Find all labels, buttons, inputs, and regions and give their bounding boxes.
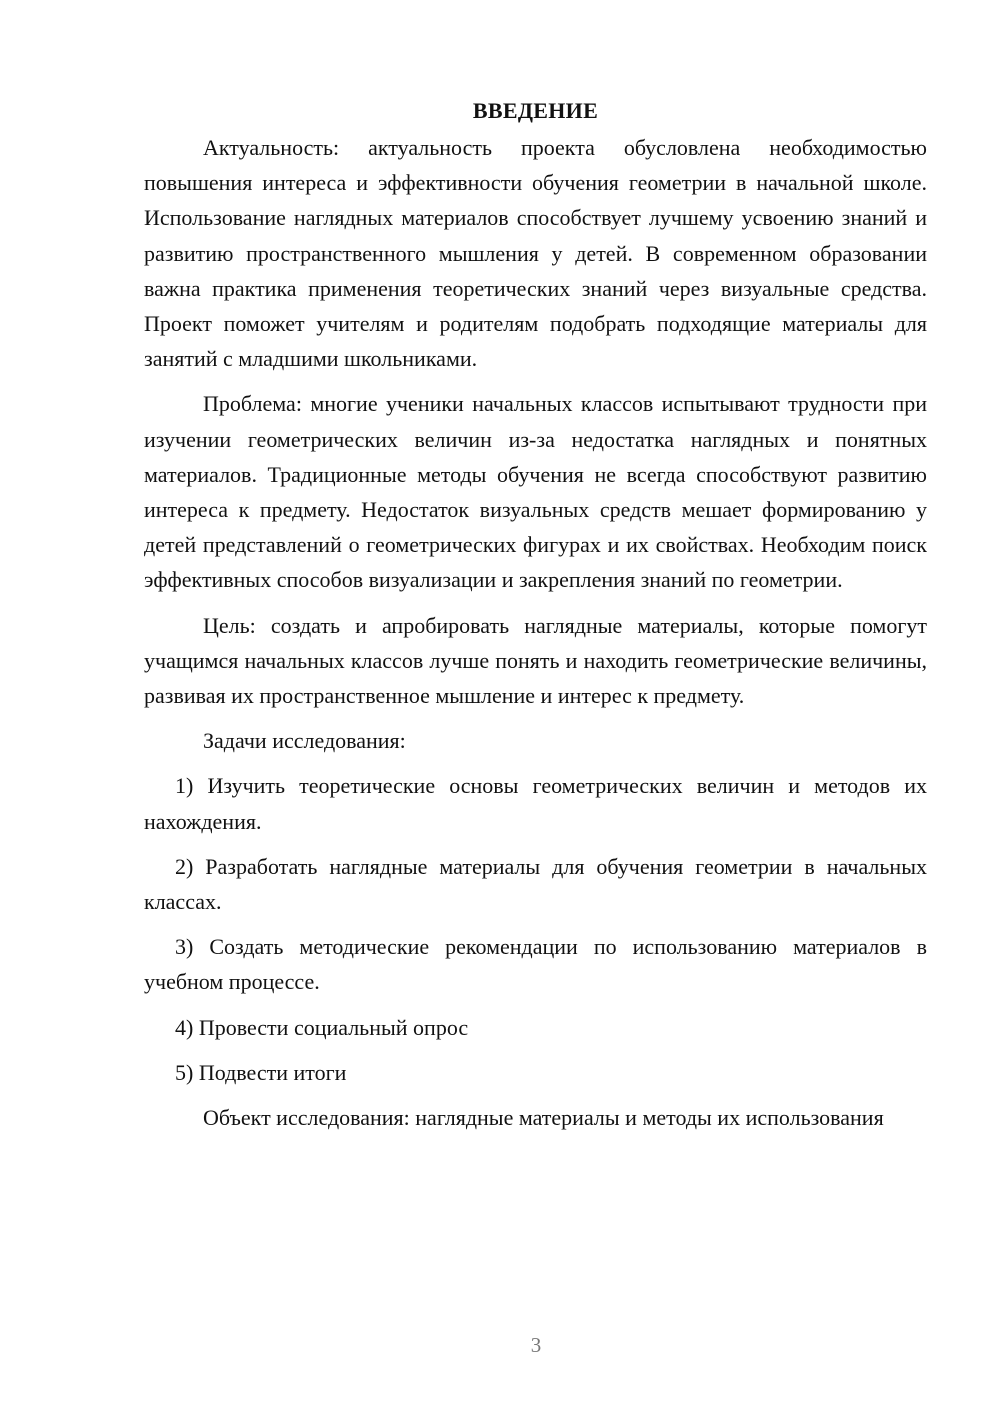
list-item: 2) Разработать наглядные материалы для обучения геометрии в начальных классах. xyxy=(144,853,927,915)
paragraph-problem: Проблема: многие ученики начальных классов испытывают трудности при изучении геометрических величин из-за недостатка наглядных и понятных материалов. Традиционные методы обучения не всегда способствуют развитию интереса к предмету. Недостаток визуальных средств мешает формированию у детей представлений о геометрических фигурах и их свойствах. Необходим поиск эффективных способов визуализации и закрепления знаний по геометрии. xyxy=(144,391,927,593)
list-item: 4) Провести социальный опрос xyxy=(175,1014,469,1040)
section-title: ВВЕДЕНИЕ xyxy=(472,98,599,123)
paragraph-relevance: Актуальность: актуальность проекта обусловлена необходимостью повышения интереса и эффективности обучения геометрии в начальной школе. Использование наглядных материалов способствует лучшему усвоению знаний и развитию пространственного мышления у детей. В современном образовании важна практика применения теоретических знаний через визуальные средства. Проект поможет учителям и родителям подобрать подходящие материалы для занятий с младшими школьниками. xyxy=(144,135,927,372)
page-number: 3 xyxy=(530,1333,542,1357)
list-item: 1) Изучить теоретические основы геометрических величин и методов их нахождения. xyxy=(144,773,927,834)
list-item: 3) Создать методические рекомендации по использованию материалов в учебном процессе. xyxy=(144,934,927,995)
paragraph-object: Объект исследования: наглядные материалы и методы их использования xyxy=(203,1105,884,1131)
tasks-heading: Задачи исследования: xyxy=(203,728,406,754)
tasks-list xyxy=(144,768,927,1090)
paragraph-goal: Цель: создать и апробировать наглядные материалы, которые помогут учащимся начальных классов лучше понять и находить геометрические величины, развивая их пространственное мышление и интерес к предмету. xyxy=(144,612,927,709)
list-item: 5) Подвести итоги xyxy=(175,1059,347,1085)
page-content xyxy=(144,93,927,1145)
